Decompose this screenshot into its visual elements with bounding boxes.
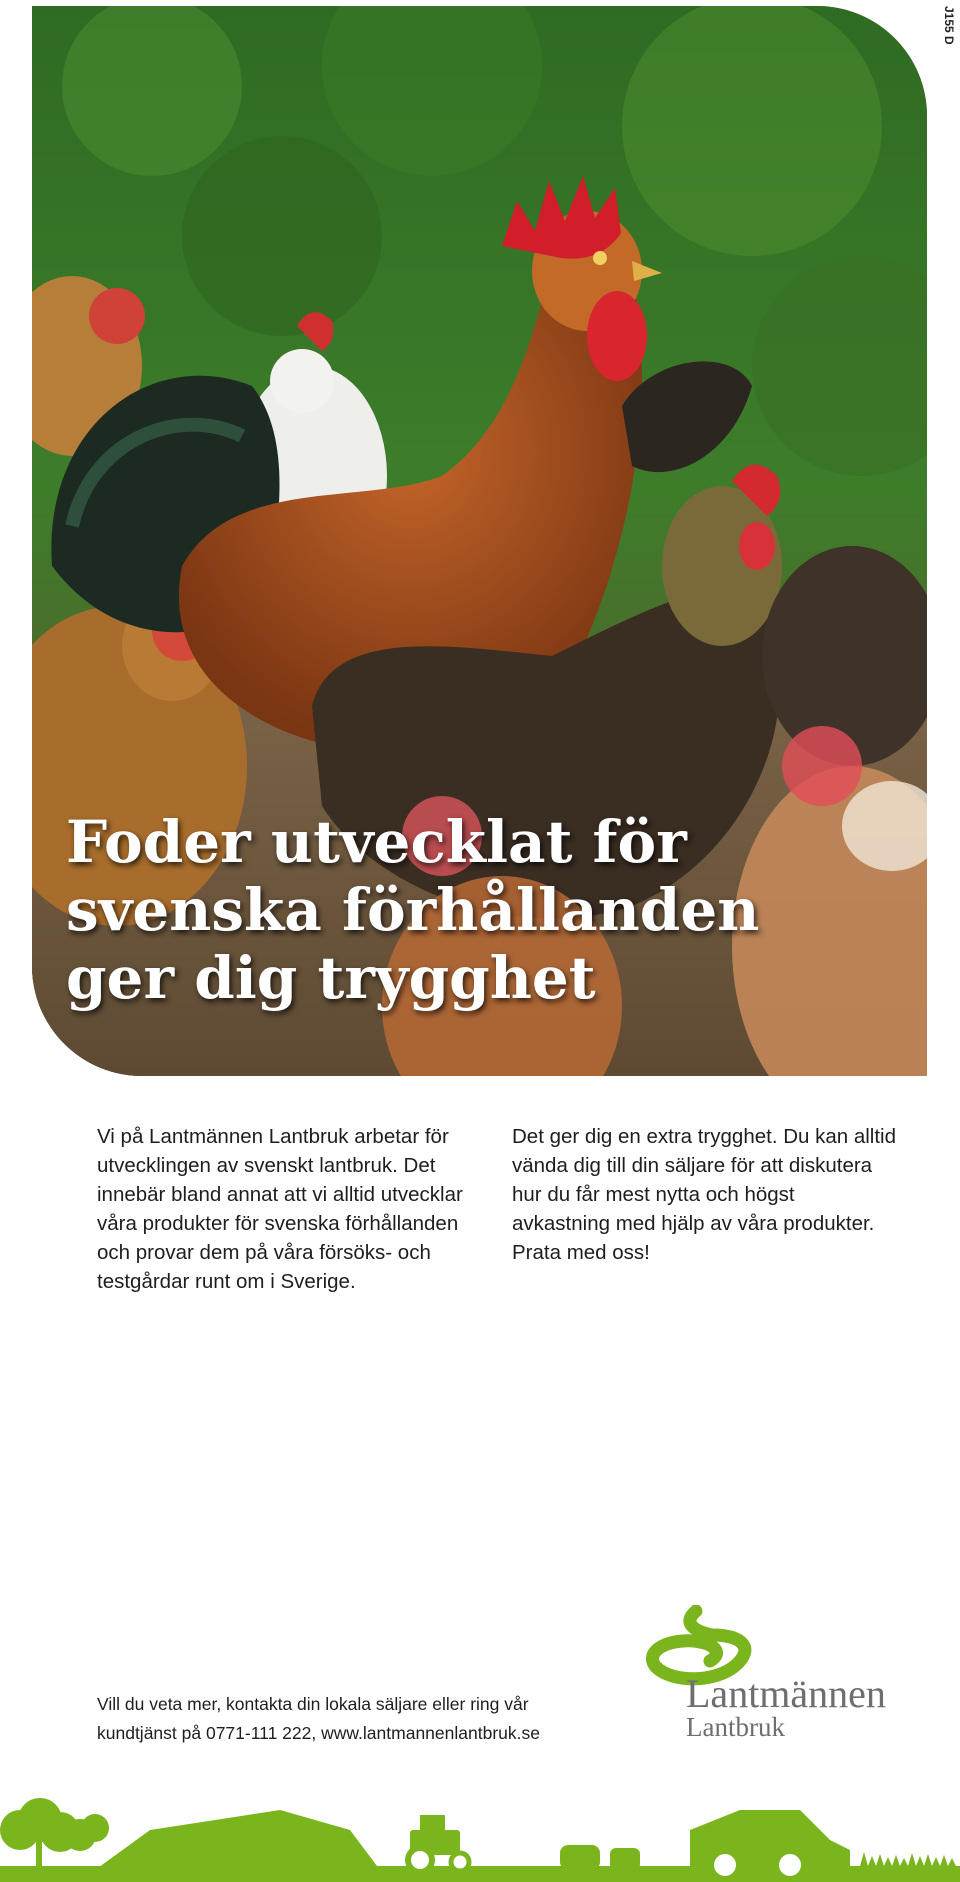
logo-name: Lantmännen	[686, 1671, 886, 1716]
logo-sub: Lantbruk	[686, 1712, 785, 1742]
farm-silhouette-icon	[0, 1790, 960, 1882]
body-text-column-2: Det ger dig en extra trygghet. Du kan alltid vända dig till din säljare för att diskutera hur du får mest nytta och högst avkastning med hjälp av våra produkter. Prata med oss!	[512, 1125, 897, 1264]
headline-line-2: svenska förhållanden	[66, 876, 760, 944]
contact-line-1: Vill du veta mer, kontakta din lokala säljare eller ring vår	[97, 1694, 529, 1714]
headline	[66, 808, 866, 1012]
ad-code: J155 D	[942, 6, 956, 45]
headline-line-3: ger dig trygghet	[66, 944, 596, 1012]
body-text-column-1: Vi på Lantmännen Lantbruk arbetar för utvecklingen av svenskt lantbruk. Det innebär bland annat att vi alltid utvecklar våra produkter för svenska förhållanden och provar dem på våra försöks- och testgårdar runt om i Sverige.	[97, 1125, 463, 1293]
headline-line-1: Foder utvecklat för	[66, 808, 687, 876]
contact-line-2: kundtjänst på 0771-111 222, www.lantmannenlantbruk.se	[97, 1723, 540, 1743]
contact-info	[97, 1690, 597, 1748]
